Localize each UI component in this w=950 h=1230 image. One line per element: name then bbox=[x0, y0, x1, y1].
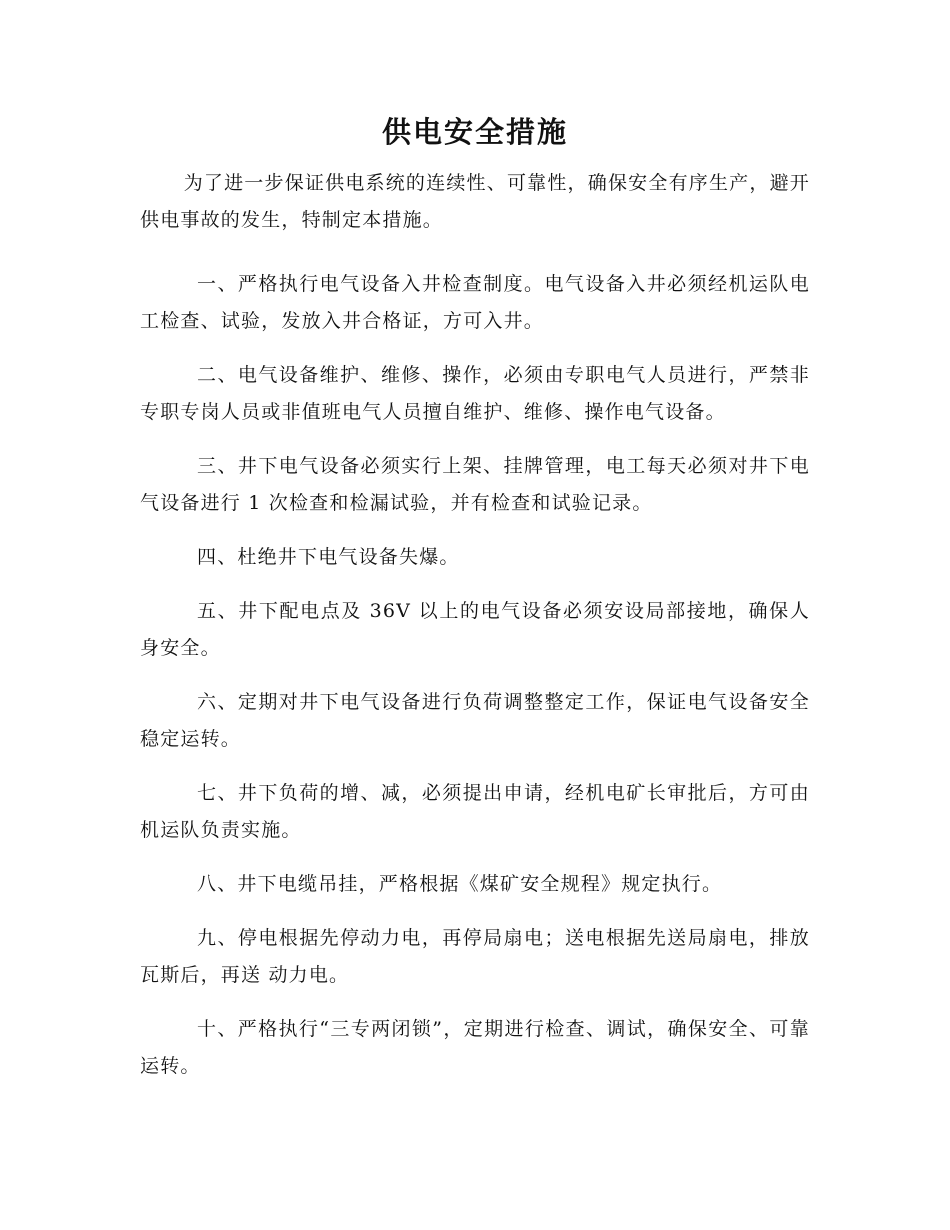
measure-item-8: 八、井下电缆吊挂，严格根据《煤矿安全规程》规定执行。 bbox=[197, 873, 723, 895]
measure-item-6: 六、定期对井下电气设备进行负荷调整整定工作，保证电气设备安全稳定运转。 bbox=[140, 691, 810, 750]
document-title: 供电安全措施 bbox=[381, 115, 568, 149]
measure-item-3: 三、井下电气设备必须实行上架、挂牌管理，电工每天必须对井下电气设备进行 1 次检查和检漏试验，并有检查和试验记录。 bbox=[140, 455, 810, 514]
measure-item-10: 十、严格执行“三专两闭锁”，定期进行检查、调试，确保安全、可靠运转。 bbox=[140, 1018, 810, 1077]
measure-item-9: 九、停电根据先停动力电，再停局扇电；送电根据先送局扇电，排放瓦斯后，再送 动力电。 bbox=[140, 927, 810, 986]
measure-item-4: 四、杜绝井下电气设备失爆。 bbox=[197, 546, 460, 568]
measure-item-5: 五、井下配电点及 36V 以上的电气设备必须安设局部接地，确保人身安全。 bbox=[140, 600, 810, 659]
measure-item-1: 一、严格执行电气设备入井检查制度。电气设备入井必须经机运队电工检查、试验，发放入井合格证，方可入井。 bbox=[140, 273, 810, 332]
intro-paragraph: 为了进一步保证供电系统的连续性、可靠性，确保安全有序生产，避开供电事故的发生，特制定本措施。 bbox=[140, 172, 810, 231]
document-body bbox=[140, 165, 810, 1102]
measure-item-2: 二、电气设备维护、维修、操作，必须由专职电气人员进行，严禁非专职专岗人员或非值班电气人员擅自维护、维修、操作电气设备。 bbox=[140, 364, 810, 423]
measure-item-7: 七、井下负荷的增、减，必须提出申请，经机电矿长审批后，方可由机运队负责实施。 bbox=[140, 782, 810, 841]
